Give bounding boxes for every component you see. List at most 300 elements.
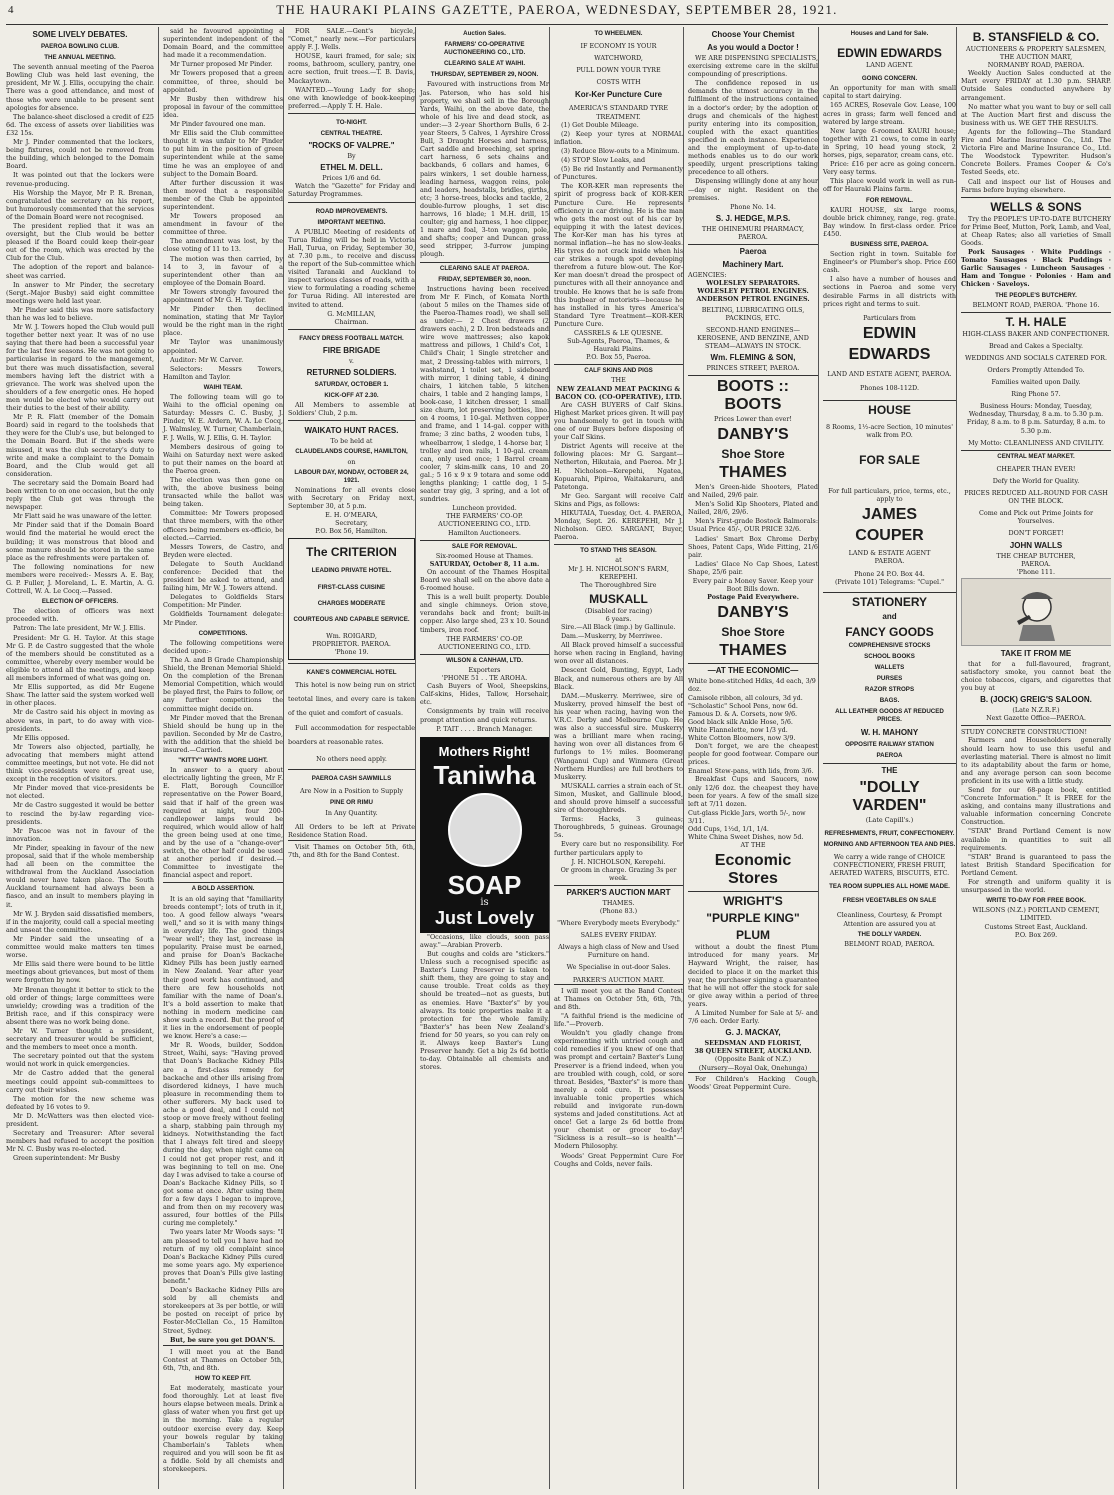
- ad-line: CHEAPER THAN EVER!: [996, 464, 1076, 473]
- paragraph: Mr Pinder favoured one man.: [170, 120, 266, 129]
- ad-line: Machinery Mart.: [722, 259, 784, 269]
- ad-line: Hamilton Auctioneers.: [448, 528, 521, 537]
- ad-line: (Late Capill's.): [865, 815, 914, 824]
- paragraph: Send for our 68-page book, entitled "Concrete Information." It is FREE for the asking, and contains many illustrations and valuable information concerning Concrete Construction.: [961, 786, 1111, 827]
- ad-line: WALLETS: [874, 663, 905, 671]
- hunt-races-ad: [288, 420, 415, 535]
- paragraph: Auditor: Mr W. Carver.: [170, 355, 244, 364]
- paragraph: Mr Pinder moved that the Brenan Shield should be hung up in the pavilion. Seconded by Mr de Castro, with the addition that the shield be insured.—Carried.: [163, 713, 283, 754]
- paragraph: Delegate to South Auckland conference: Decided that the president be asked to attend, and failing him, Mr W. J. Towers attend.: [163, 559, 283, 593]
- ad-line: T. H. HALE: [961, 312, 1111, 329]
- ad-line: RETURNED SOLDIERS.: [306, 368, 397, 377]
- ad-line: J. H. NICHOLSON, Kerepehi.: [571, 857, 666, 866]
- ad-line: PINE OR RIMU: [330, 799, 373, 807]
- paragraph: Cash Buyers of Wool, Sheepskins, Calf-skins, Hides, Tallow, Horsehair, etc.: [420, 682, 549, 707]
- ad-line: Next Gazette Office—PAEROA.: [986, 714, 1086, 723]
- paragraph: Price: £16 per acre as going concern. Very easy terms.: [823, 160, 956, 177]
- ad-line: BOOTS :: BOOTS: [688, 375, 818, 414]
- ad-line: Business Hours: Monday, Tuesday, Wednesday, Thursday, 8 a.m. to 5.30 p.m. Friday, 8 a.m. to 8 p.m. Saturday, 8 a.m. to 5.30 p.m.: [966, 402, 1106, 435]
- paragraph: The election was then gone on with, the above business being transacted while the ballot was being taken.: [163, 475, 283, 509]
- column-6-ads: [683, 27, 818, 1489]
- ad-line: HOUSE: [823, 400, 956, 417]
- ad-line: COMPREHENSIVE STOCKS: [848, 641, 931, 649]
- ad-line: LEADING PRIVATE HOTEL.: [311, 567, 392, 575]
- column-3-notices: [283, 27, 415, 1489]
- ad-line: CHARGES MODERATE: [317, 599, 386, 607]
- ad-line: SATURDAY, October 8, 11 a.m.: [429, 559, 540, 568]
- paragraph: Mr W. J. Towers hoped the Club would pull together better next year. It was of no use saying that there had been a successful year for the last few seasons. He was not going to particularise in regard to the management, but there was much dissatisfaction, several members having left the district with a grievance. The work was shelved upon the shoulders of a few energetic ones. He hoped men would be elected who would carry out their duties to the best of their ability.: [6, 323, 154, 413]
- ad-line: "ROCKS OF VALPRE.": [308, 141, 395, 151]
- ad-line: Cut-glass Pickle Jars, worth 5/-, now 3/11.: [688, 808, 806, 825]
- ad-line: The CRITERION: [306, 545, 397, 560]
- paragraph: Section right in town. Suitable for Engineer's or Plumber's shop. Price £60 cash.: [823, 250, 956, 275]
- ad-line: MORNING AND AFTERNOON TEA AND PIES.: [823, 840, 956, 848]
- ad-line: TO WHEELMEN.: [594, 30, 643, 37]
- ad-line: THE: [823, 763, 956, 776]
- paragraph: Doan's Backache Kidney Pills are sold by all chemists and storekeepers at 3s per bottle, or will be posted on receipt of price by Foster-McClellan Co., 15 Hamilton Street, Sydney.: [163, 1286, 283, 1335]
- paragraph: "Occasions, like clouds, soon pass away."—Arabian Proverb.: [420, 932, 549, 949]
- paragraph: Secretary and Treasurer: After several members had refused to accept the position Mr N. C. Busby was re-elected.: [6, 1129, 154, 1154]
- column-2-bowling-club-cont: [158, 27, 283, 1489]
- ad-line: E. H. O'MEARA,: [325, 511, 378, 520]
- ad-line: Every pair a Money Saver. Keep your Boot Bills down.: [692, 577, 814, 594]
- paragraph: Don't forget, we are the cheapest people for good footwear. Compare our prices.: [688, 742, 818, 767]
- paragraph: All Black proved himself a successful horse when racing in England, having won over all distances.: [554, 641, 683, 666]
- ad-line: Sub-Agents, Paeroa, Thames, & Hauraki Plains.: [567, 337, 670, 354]
- ad-line: LAND & ESTATE AGENT: [848, 549, 931, 558]
- paragraph: Mr Pinder said that if the Domain Board would find the material he would erect the building; it was monstrous that blood and some manure should be stored in the same place as the refreshments were partaken of.: [6, 521, 154, 562]
- ad-line: (Nursery—Royal Oak, Onehunga): [698, 1063, 808, 1072]
- paragraph: The seventh annual meeting of the Paeroa Bowling Club was held last evening, the president, Mr W. J. Ellis, occupying the chair. There was a good attendance, and most of those who were unable to be present sent apologies for absence.: [6, 63, 154, 112]
- paragraph: Messrs Towers, de Castro, and Bryden were elected.: [163, 542, 283, 559]
- paragraph: The secretary said the Domain Board had been written to on one occasion, but the only reply the Club got was through the newspaper.: [6, 478, 154, 512]
- ad-line: COURTEOUS AND CAPABLE SERVICE.: [293, 615, 410, 623]
- ad-line: HIGH-CLASS BAKER AND CONFECTIONER.: [962, 329, 1110, 338]
- classified-ad: HOUSE, kauri framed, for sale; six rooms, bathroom, scullery, pantry, one acre section, fruit trees.—T. B. Davis, Mackaytown.: [288, 52, 415, 85]
- ad-line: PRICES REDUCED ALL-ROUND FOR CASH ON THE BLOCK.: [964, 489, 1108, 506]
- ad-line: Phone No. 14.: [730, 202, 776, 211]
- paragraph: Agents for the following—The Standard Fire and Marine Insurance Co., Ltd. The Victoria Fire and Marine Insurance Co., Ltd. The Woodstock Typewriter. Hudson's Concrete Boilers. Frames Cooper & Co's Tested Seeds, etc.: [961, 127, 1111, 177]
- ad-line: P. TAIT . . . . Branch Manager.: [436, 724, 533, 733]
- ad-line: BUSINESS SITE, PAEROA.: [850, 240, 929, 248]
- paragraph: Men's Solid Kip Shooters, Plated and Nailed, 28/6, 29/6.: [688, 500, 818, 517]
- paragraph: Mr Pascoe was not in favour of the innovation.: [6, 826, 154, 843]
- ad-line: Shoe Store: [721, 625, 785, 640]
- ad-line: Wm. ROIGARD,: [326, 631, 377, 640]
- paragraph: The balance-sheet disclosed a credit of £25 6d. The excess of assets over liabilities was £32 15s.: [6, 112, 154, 137]
- ad-line: FIRE BRIGADE: [322, 345, 381, 355]
- article-headline: SOME LIVELY DEBATES.: [32, 30, 128, 39]
- paragraph: I will meet you at the Band Contest at Thames on October 5th, 6th, 7th, and 8th.: [554, 984, 683, 1011]
- ad-line: SEEDSMAN AND FLORIST,: [704, 1039, 802, 1048]
- ad-line: Full accommodation for respectable boarders at reasonable rates.: [288, 724, 415, 747]
- paragraph: The motion was then carried, by 14 to 3, in favour of a superintendent other than an employee of the Domain Board.: [163, 254, 283, 287]
- ad-line: at: [615, 556, 622, 565]
- paragraph: Mr Pinder said this was more satisfactory than he was led to believe.: [6, 305, 154, 322]
- ad-line: SATURDAY, OCTOBER 1.: [314, 381, 389, 388]
- ad-line: Bread and Cakes a Specialty.: [988, 341, 1084, 350]
- paragraph: Weekly Auction Sales conducted at the Mart every FRIDAY at 1.30 p.m. SHARP. Outside Sales conducted anywhere by arrangement.: [961, 69, 1111, 102]
- ad-line: FANCY GOODS: [845, 624, 934, 639]
- classified-ad: WANTED.—Young Lady for shop; one with knowledge of book-keeping preferred.—Apply T. H. Hale.: [288, 85, 415, 110]
- ad-line: JOHN WALLS: [1009, 540, 1063, 550]
- article-subhead: ELECTION OF OFFICERS.: [41, 598, 119, 606]
- ad-line: WRITE TO-DAY FOR FREE BOOK.: [986, 897, 1086, 905]
- paragraph: Mr P. R. Flatt (member of the Domain Board) said in regard to the toolsheds that they were for the Club's use, but belonged to the Domain Board. But if the sheds were misused, it was the club secretary's duty to write and make a complaint to the Domain Board, and the Club would get all consideration.: [6, 413, 154, 478]
- ad-line: WOLESLEY SEPARATORS.: [706, 279, 800, 288]
- pipe-smoker-icon: [1007, 585, 1067, 641]
- paragraph: District Agents will receive at the following places: Mr G. Sargant—Netherton, Hikutaia, and Paeroa. Mr J. H. Nicholson—Kerepehi, Ngatea, Kopuarahi, Pipiroa, Waitakaruru, and Patetonga.: [554, 442, 683, 491]
- ad-line: BELTING, LUBRICATING OILS, PACKINGS, ETC.: [701, 306, 805, 323]
- paragraph: Call and inspect our list of Houses and Farms before buying elsewhere.: [961, 177, 1111, 194]
- ad-line: DON'T FORGET!: [1008, 529, 1064, 538]
- ad-line: Luncheon provided.: [452, 504, 517, 513]
- ad-line: BAGS.: [879, 697, 900, 705]
- ad-line: SCHOOL BOOKS: [864, 652, 915, 660]
- ad-line: Prices Lower than ever!: [714, 414, 792, 423]
- ad-line: 6 years.: [605, 614, 632, 623]
- ad-line: EDWIN: [862, 324, 917, 342]
- paragraph: Are CASH BUYERS of Calf Skins. Highest Market prices given. It will pay you handsomely to get in touch with one of our Buyers before disposing of your Calf Skins.: [554, 400, 683, 442]
- ad-line: THE AUCTION MART,: [999, 53, 1073, 62]
- ad-line: EDWIN EDWARDS: [837, 46, 942, 61]
- ad-line: KEROSENE, AND BENZINE, AND STEAM—ALWAYS IN STOCK.: [697, 333, 809, 350]
- ad-line: CLEARING SALE AT WAIHI.: [443, 60, 526, 68]
- paragraph: Instructions having been received from Mr F. Finch, of Komata North (about 5 miles on the Thames side of the Paeroa-Thames road), we shall sell as under:— 2 Chest drawers (2 drawers each), 2 D. Iron bedsteads and wire wove mattresses; also kapok mattress and pillows, 1 Child's Cot, 1 Child's Chair, 1 Single stretcher and mat, 2 Dressing-tables with mirrors, 1 washstand, 1 toilet set, 1 sideboard with mirror, 1 dining table, 4 dining chairs, 1 kitchen table, 5 kitchen chairs, 1 table and 2 hanging lamps, 1 book-case, 1 kitchen dresser, 1 small size churn, lot preserving bottles, lino. on 4 rooms, 1 10-gal. Methven copper and frame, and 1 14-gal. copper with frame; 3 zinc baths, 2 wooden tubs, 1 wheelbarrow, 1 sledge, 1 4-horse bar, 1 trolley and iron rails, 1 10-gal. cream can, only used once; 1 Barrel cream cooler, 7 skim-milk cans, 10 and 20 gal.; 5 16 x 9 x 9 totara and some odd lengths planking; 1 cattle dog, 1 5-seater tray gig, 3 spring, and a lot of sundries.: [420, 284, 549, 504]
- ad-line: THE FARMERS' CO-OP. AUCTIONEERING CO., LTD.: [438, 512, 531, 529]
- classified-ad: FOR SALE.—Gent's bicycle, "Comet," nearly new.—For particulars apply F. J. Wells.: [288, 27, 415, 52]
- ad-line: 'Phone 19.: [334, 647, 369, 656]
- paragraph: Goldfields Tournament delegate: Mr Pinder.: [163, 610, 283, 627]
- ad-line: Families waited upon Daily.: [991, 378, 1081, 387]
- ad-line: CLAUDELANDS COURSE, HAMILTON,: [295, 448, 408, 456]
- theatre-ad: [288, 113, 415, 199]
- paragraph: Mr Towers also objected, partially, he advocating that members might attend committee meetings, but not vote. He did not think vice-presidents were of great use, except in the reception of visitors.: [6, 742, 154, 784]
- ad-line: White Cotton Bloomers, now 3/9.: [688, 733, 796, 742]
- paragraph: "STAR" Brand Portland Cement is now available in quantities to suit all requirements.: [961, 827, 1111, 852]
- ad-line: Camisole ribbon, all colours, 3d yd.: [688, 693, 803, 702]
- ad-line: "DOLLY VARDEN": [852, 778, 927, 814]
- paragraph: The following team will go to Waihi to the official opening on Saturday: Messrs C. C. Busby, J. Pinder, W. E. Ardern, W. A. Le Cocq, J. Walmsley, W. Turner, Chamberlain, F. J. Wells, W. J. Ellis, G. H. Taylor.: [163, 393, 283, 442]
- paragraph: Visit Thames on October 5th, 6th, 7th, and 8th for the Band Contest.: [288, 840, 415, 859]
- paragraph: Dam.—Muskerry, by Merriwee.: [561, 632, 663, 641]
- ad-line: KICK-OFF AT 2.30.: [324, 392, 379, 400]
- ad-line: CALF SKINS AND PIGS: [554, 364, 683, 375]
- ad-line: S. J. HEDGE, M.P.S.: [715, 213, 791, 223]
- masthead-rule: [6, 24, 1108, 25]
- paragraph: Mr D. McWatters was then elected vice-president.: [6, 1111, 154, 1128]
- ad-line: ETHEL M. DELL.: [320, 163, 383, 173]
- article-subhead: "KITTY" WANTS MORE LIGHT.: [178, 757, 268, 765]
- paragraph: Breakfast Cups and Saucers, now only 12/6 doz. the cheapest they have been for years. A few of the small size left at 7/11 dozen.: [688, 775, 818, 808]
- paragraph: Mr Ellis supported, as did Mr Eugene Shaw. The latter said the system worked well in other places.: [6, 683, 154, 708]
- article-headline: A BOLD ASSERTION.: [163, 882, 283, 893]
- paragraph: Terms: Hacks, 3 guineas; Thoroughbreds, 5 guineas. Grounage 5s.: [554, 815, 683, 840]
- ad-line: LABOUR DAY, MONDAY, OCTOBER 24, 1921.: [294, 468, 409, 484]
- ad-line: B. (JOCK) GREIG'S SALOON.: [980, 695, 1092, 705]
- paragraph: Wouldn't you gladly change from experimenting with untried cough and cold remedies if you knew of one that was prompt and certain? Baxter's Lung Preserver is a friend indeed, when you are troubled with cough, cold, or sore throat. Besides, "Baxter's" is more than merely a cold cure. It possesses invaluable tonic properties which rebuild and invigorate run-down systems and jaded constitutions. Act at once! Get a large 2s 6d bottle from your chemist or grocer to-day! "Sickness is a result—so is health"—Modern Philosophy.: [554, 1029, 683, 1151]
- section-head: Auction Sales.: [463, 30, 506, 37]
- ad-line: CASSRELS & LE QUESNE.: [574, 329, 663, 337]
- ad-line: TO-NIGHT.: [336, 118, 367, 126]
- kanes-hotel-ad: [288, 663, 415, 763]
- ad-line: FANCY DRESS FOOTBALL MATCH.: [299, 334, 404, 342]
- paragraph: President: Mr G. H. Taylor. At this stage Mr G. P. de Castro suggested that the whole of the members should be constituted as a committee, whereby every member would be eligible to attend all the meetings, and keep all members informed of what was going on.: [6, 633, 154, 683]
- ad-line: SOAP: [447, 869, 522, 900]
- ad-line: Just Lovely: [434, 907, 535, 928]
- paragraph: Patron: The late president, Mr W. J. Ellis.: [13, 624, 146, 633]
- ad-line: PLUM: [736, 928, 770, 943]
- football-ad: [288, 329, 415, 418]
- ad-line: STUDY CONCRETE CONSTRUCTION!: [961, 725, 1111, 736]
- ad-line: FOR REMOVAL.: [866, 196, 913, 204]
- ad-line: THE PEOPLE'S BUTCHERY.: [995, 291, 1077, 299]
- ad-line: PULL DOWN YOUR TYRE: [576, 66, 661, 75]
- ad-line: Mr J. H. NICHOLSON'S FARM, KEREPEHI.: [568, 564, 669, 581]
- ad-line: Taniwha: [433, 759, 536, 790]
- paragraph: that for a full-flavoured, fragrant, satisfactory smoke, you cannot beat the choice tobaccos, cigars, and cigarettes that you buy at: [961, 659, 1111, 693]
- article-subhead: COMPETITIONS.: [198, 629, 248, 637]
- ad-line: JAMES: [861, 506, 918, 524]
- ad-line: WOLESLEY PETROL ENGINES.: [697, 287, 809, 296]
- paragraph: "STAR" Brand is guaranteed to pass the latest British Standard Specification for Portland Cement.: [961, 852, 1111, 877]
- paragraph: Mr Ellis opposed.: [13, 733, 70, 742]
- paragraph: Every care but no responsibility. For further particulars apply to: [554, 840, 683, 857]
- ad-line: Secretary,: [335, 519, 368, 528]
- ad-line: All Orders to be left at Private Residence Station Road.: [288, 822, 415, 839]
- ad-line: ANDERSON PETROL ENGINES.: [696, 295, 810, 304]
- paragraph: I also have a number of houses and sections in Paeroa and some very desirable Farms in all districts with prices right and terms to suit.: [823, 275, 956, 308]
- ad-line: THE CHEAP BUTCHER,: [996, 551, 1076, 560]
- paragraph: Mr Taylor was unanimously appointed.: [163, 338, 283, 355]
- ad-line: COUPER: [855, 527, 924, 545]
- paragraph: Mr W. J. Bryden said dissatisfied members, if in the majority, could call a special meeting and unseat the committee.: [6, 909, 154, 934]
- ad-line: NORMANBY ROAD, PAEROA.: [987, 61, 1085, 70]
- ad-line: —AT THE ECONOMIC—: [688, 663, 818, 676]
- paragraph: The following competitions were decided upon:-: [163, 638, 283, 655]
- ad-line: Phones 108-112D.: [860, 383, 919, 392]
- smoker-illustration: [961, 578, 1111, 646]
- ad-line: Come and Pick out Prime Joints for Yourselves.: [978, 509, 1094, 526]
- ad-line: As you would a Doctor !: [707, 43, 799, 52]
- column-8-ads: [956, 27, 1111, 1489]
- ad-line: FOR SALE: [859, 453, 920, 468]
- ad-line: (Phone 83.): [599, 907, 638, 915]
- ad-line: Or groom in charge. Grazing 3s per week.: [560, 865, 677, 882]
- paragraph: DAM.—Muskerry. Merriwee, sire of Muskerry, proved himself the best of his year when racing, having won the V.R.C. Derby and Melbourne Cup. He was also a successful sire. Muskerry was a brilliant mare when racing, having won over all distances from 6 furlongs to 1½ miles. Boomerang (Wanganui Cup) and Winmera (Great Northern Hurdles) are full brothers to Muskerry.: [554, 691, 683, 781]
- paragraph: Consignments by train will receive prompt attention and quick returns.: [420, 707, 549, 724]
- ad-line: Odd Cups, 1½d, 1/1, 1/4.: [688, 825, 769, 833]
- paragraph: Try the PEOPLE'S UP-TO-DATE BUTCHERY for Prime Beef, Mutton, Pork, Lamb, and Veal, at Cheap Rates; also all varieties of Small Goods.: [961, 214, 1111, 247]
- ad-line: WEDDINGS AND SOCIALS CATERED FOR.: [964, 353, 1107, 362]
- paragraph: An opportunity for man with small capital to start dairying.: [823, 84, 956, 101]
- ad-line: Watch the "Gazette" for Friday and Saturday Programmes.: [288, 182, 415, 199]
- ad-line: Shoe Store: [721, 447, 785, 461]
- masthead-title: THE HAURAKI PLAINS GAZETTE, PAEROA, WEDNESDAY, SEPTEMBER 28, 1921.: [276, 2, 838, 17]
- paragraph: No matter what you want to buy or sell call at The Auction Mart first and discuss the business with us. WE GET THE RESULTS.: [961, 102, 1111, 127]
- paragraph: The amendment was lost, by the close voting of 11 to 13.: [163, 237, 283, 254]
- criterion-hotel-ad: [288, 538, 415, 660]
- ad-line: TO STAND THIS SEASON.: [554, 544, 683, 555]
- ad-line: To be held at: [330, 437, 373, 446]
- ad-line: Wm. FLEMING & SON,: [710, 352, 796, 362]
- ad-line: Postage Paid Everywhere.: [707, 593, 799, 602]
- ad-line: KANE'S COMMERCIAL HOTEL: [306, 669, 397, 677]
- paragraph: (3) Reduce Blow-outs to a Minimum.: [561, 146, 680, 155]
- ad-line: OPPOSITE RAILWAY STATION: [845, 740, 934, 748]
- ad-line: Six-roomed House at Thames.: [435, 551, 534, 560]
- ad-line: PARKER'S AUCTION MART: [554, 885, 683, 898]
- paragraph: On account of the Thames Hospital Board we shall sell on the above date a 6-roomed house.: [420, 567, 549, 593]
- ad-line: Ring Phone 57.: [1011, 390, 1061, 399]
- paragraph: Mr Ellis said there were bound to be little meetings about grievances, but most of them were forgotten by now.: [6, 960, 154, 985]
- paragraph: Selectors: Messrs Towers, Hamilton and Taylor.: [163, 364, 283, 381]
- paragraph: Men's Green-hide Shooters, Plated and Nailed, 29/6 pair.: [688, 483, 818, 500]
- ad-line: My Motto: CLEANLINESS AND CIVILITY.: [968, 438, 1104, 447]
- ad-line: CENTRAL MEAT MARKET.: [961, 450, 1111, 461]
- paragraph: Descent Gold, Bunting, Egypt, Lady Black, and numerous others are by All Black.: [554, 666, 683, 691]
- paragraph: Two years later Mr Woods says: "I am pleased to tell you I have had no return of my old complaint since Doan's Backache Kidney Pills cured me some years ago. My experience proves that Doan's Pills give lasting benefit.": [163, 1228, 283, 1285]
- ad-line: We carry a wide range of CHOICE CONFECTIONERY, FRESH FRUIT, AERATED WATERS, BISCUITS, ETC.: [829, 852, 950, 878]
- ad-line: No others need apply.: [316, 755, 387, 764]
- ad-line: COSTS WITH: [596, 78, 641, 87]
- ad-line: This hotel is now being run on strict teetotal lines, and every care is taken of the quiet and comfort of casuals.: [288, 681, 415, 718]
- ad-line: WELLS & SONS: [961, 197, 1111, 214]
- paragraph: Mr de Castro suggested it would be better to rescind the by-law regarding vice-presidents.: [6, 801, 154, 826]
- paragraph: But, be sure you get DOAN'S.: [170, 1335, 276, 1344]
- ad-line: CLEARING SALE AT PAEROA.: [420, 262, 549, 273]
- taniwha-soap-ad: [420, 737, 549, 933]
- ad-line: PAEROA.: [874, 557, 905, 566]
- ad-line: Famous D. & A. Corsets, now 9/6.: [688, 709, 798, 718]
- ad-line: THE OHINEMURI PHARMACY, PAEROA.: [701, 224, 805, 241]
- ad-line: Enamel Stew-pans, with lids, from 3/6.: [688, 767, 814, 776]
- paragraph: (2) Keep your tyres at NORMAL inflation.: [554, 129, 683, 146]
- ad-line: SECOND-HAND ENGINES—: [705, 325, 800, 334]
- ad-line: Good black silk Ankle Hose, 5/6.: [688, 717, 793, 726]
- ad-line: We Specialise in out-door Sales.: [566, 963, 671, 972]
- ad-line: IMPORTANT MEETING.: [317, 218, 386, 226]
- ad-line: 8 Rooms, 1½-acre Section, 10 minutes' walk from P.O.: [826, 423, 953, 440]
- ad-line: LAND AND ESTATE AGENT, PAEROA.: [827, 369, 952, 378]
- paragraph: (5) Be rid Instantly and Permanently of Punctures.: [554, 165, 683, 182]
- ad-line: SALE FOR REMOVAL.: [420, 540, 549, 551]
- paragraph: The motion for the new scheme was defeated by 16 votes to 9.: [6, 1094, 154, 1111]
- ad-line: Particulars from: [863, 313, 916, 322]
- paragraph: Mr Flatt said he was unaware of the letter.: [13, 512, 152, 521]
- ad-line: THAMES.: [602, 898, 635, 907]
- ad-line: 'Phone 111.: [1016, 567, 1056, 576]
- paragraph: Eat moderately, masticate your food thoroughly. Let at least five hours elapse between meals. Drink a glass of water when you first get up in the morning. Take a regular outdoor exercise every day. Keep your bowels regular by taking Chamberlain's Tablets when required and you will soon be fit as a fiddle. Sold by all chemists and storekeepers.: [163, 1384, 283, 1474]
- paragraph: For Children's Hacking Cough, Woods' Great Peppermint Cure.: [688, 1072, 818, 1091]
- ad-line: By: [347, 152, 356, 161]
- paragraph: But coughs and colds are "stickers." Unless such a recognised specific as Baxter's Lung Preserver is taken to shift them, they are going to stay and cause trouble. Treat colds as they should be treated—not as guests, but as enemies. Have "Baxter's" by you always. Its tonic properties make it a protection for the whole family. "Baxter's" has been New Zealand's friend for 50 years, so you can rely on it. Always keep Baxter's Lung Preserver handy. Get a big 2s 6d bottle to-day. Obtainable all chemists and stores.: [420, 949, 549, 1072]
- ad-line: GOING CONCERN.: [861, 75, 918, 83]
- paragraph: The secretary pointed out that the system would not work in quick emergencies.: [6, 1052, 154, 1069]
- paragraph: without a doubt the finest Plum introduced for many years. Mr Hayward Wright, the raiser, has decided to place it on the market this year, the purchaser signing a guarantee that he will not offer the stock for sale or give away within a period of three years.: [688, 943, 818, 1008]
- paragraph: Mr J. Pinder commented that the lockers, being fixtures, could not be removed from the building, which belonged to the Domain Board.: [6, 138, 154, 171]
- paragraph: It was pointed out that the lockers were revenue-producing.: [6, 171, 154, 188]
- paragraph: The following nominations for new members were received:- Messrs A. E. Bay, G. P. Fuller, J. Moreland, L. E. Martin, A. G. Cottrell, W. A. Le Cocq.—Passed.: [6, 562, 154, 596]
- paragraph: KAURI HOUSE, six large rooms, double brick chimney, range, reg. grate. Bay window. In first-class order. Price £450.: [823, 205, 956, 238]
- paragraph: Members desirous of going to Waihi on Saturday next were asked to put their names on the board at the Paeroa green.: [163, 442, 283, 475]
- paragraph: In answer to Mr Pinder, the secretary (Sergt.-Major Busby) said eight committee meetings were held last year.: [6, 280, 154, 305]
- ad-line: PAEROA: [876, 751, 903, 759]
- ad-line: REFRESHMENTS, FRUIT, CONFECTIONERY.: [824, 829, 955, 837]
- paragraph: Green superintendent: Mr Busby: [13, 1154, 120, 1163]
- ad-line: In Any Quantity.: [325, 808, 378, 817]
- ad-line: SALES EVERY FRIDAY.: [580, 931, 657, 940]
- ad-line: P.O. Box 56, Hamilton.: [315, 527, 388, 536]
- ad-line: Mothers Right!: [438, 743, 531, 759]
- ad-line: Economic Stores: [714, 852, 792, 888]
- paragraph: Mr Towers proposed an amendment in favour of the committee of three.: [163, 212, 283, 237]
- ad-line: LAND AGENT.: [866, 61, 913, 70]
- ad-line: (Late N.Z.R.F.): [1012, 706, 1060, 715]
- paragraph: The KOR-KER man represents the spirit of progress back of KOR-KER Puncture Cure. He represents efficiency in car driving. He is the man who gets the most out of his car by equipping it with the latest devices. The Kor-Ker man has his tyres at normal inflation—he has no slow-leaks. His tyres do not crack inside when his car strikes a rough spot developing therefrom a future blow-out. The Kor-Ker man doesn't dread the prospect of punctures with all their annoyance and trouble. He knows that he is safe from this bugbear of motorists—because he has installed in his tyres America's Standard Tyre Treatment—KOR-KER Puncture Cure.: [554, 182, 683, 328]
- ad-line: Prices 1/6 and 6d.: [322, 174, 381, 183]
- paragraph: The adoption of the report and balance-sheet was carried.: [6, 263, 154, 280]
- ad-line: THE: [611, 376, 626, 385]
- paragraph: Dispensing willingly done at any hour—day or night. Resident on the premises.: [688, 177, 818, 202]
- column-4-auctions: [415, 27, 549, 1489]
- ad-line: WRIGHT'S: [688, 891, 818, 908]
- paragraph: "A faithful friend is the medicine of life."—Proverb.: [554, 1011, 683, 1029]
- paragraph: HIKUTAIA, Tuesday, Oct. 4. PAEROA, Monday, Sept. 26. KEREPEHI, Mr J. Nicholson. GEO. SARGANT, Buyer, Paeroa.: [554, 508, 683, 542]
- ad-line: TEA ROOM SUPPLIES ALL HOME MADE.: [829, 883, 950, 891]
- ad-line: PURSES: [876, 675, 903, 683]
- paragraph: Ladies' Smart Box Chrome Derby Shoes, Patent Caps, Wide Fitting, 21/6 pair.: [688, 534, 818, 559]
- ad-line: Kor-Ker Puncture Cure: [574, 90, 663, 100]
- ad-line: PRINCES STREET, PAEROA.: [706, 363, 800, 372]
- ad-line: The Thoroughbred Sire: [580, 580, 657, 589]
- ad-line: Chairman.: [334, 317, 369, 326]
- paragraph: (4) STOP Slow Leaks, and: [561, 156, 646, 165]
- ad-line: Choose Your Chemist: [711, 30, 795, 39]
- ad-line: Always a high class of New and Used Furniture on hand.: [558, 943, 679, 960]
- mascot-face-icon: [448, 793, 522, 867]
- article-subhead: WAIHI TEAM.: [203, 383, 243, 391]
- ad-line: 38 QUEEN STREET, AUCKLAND.: [694, 1047, 812, 1056]
- paragraph: WE ARE DISPENSING SPECIALISTS, exercising extreme care in the skilful compounding of prescriptions.: [688, 54, 818, 79]
- ad-line: THURSDAY, SEPTEMBER 29, NOON.: [430, 71, 539, 79]
- paragraph: It is an old saying that "familiarity breeds contempt"; lots of truth in it, too. A good fellow always "wears well," and so it is with many things in everyday life. The good things "wear well"; they last, increase in popularity. Praise must be earned, and praise for Doan's Backache Kidney Pills has been justly earned in New Zealand. Year after year their good work has continued, and there are few households not familiar with the name of Doan's. It's a bold assertion to make that nothing in modern medicine can show such a record. But the proof of it lies in the endorsement of people we know. Here's a case:—: [163, 894, 283, 1041]
- ad-line: NEW ZEALAND MEAT PACKING & BACON CO. (CO-OPERATIVE), LTD.: [555, 384, 682, 401]
- ad-line: G. J. MACKAY,: [725, 1028, 781, 1038]
- ad-line: Cleanliness, Courtesy, & Prompt Attention are assured you at: [836, 911, 943, 928]
- ad-line: FRESH VEGETABLES ON SALE: [842, 897, 937, 905]
- masthead: [0, 0, 1114, 20]
- ad-line: Phone 24 P.O. Box 44.: [854, 569, 925, 578]
- paragraph: Mr Brenan thought it better to stick to the old order of things; large committees were unwieldy; crowding was a tradition of the British race, and if this conspiracy were absent there was no work being done.: [6, 985, 154, 1026]
- paragraph: Mr Pinder then declined nomination, stating that Mr Taylor would be the right man in the right place.: [163, 305, 283, 338]
- ad-line: A PUBLIC Meeting of residents of Turua Riding will be held in Victoria Hall, Turua, on Friday, September 30, at 7.30 p.m., to receive and discuss the report of the Sub-committee which visited Taranaki and Auckland to inspect various classes of roads, with a view to formulating a roading scheme for Turua Riding. All interested are invited to attend.: [288, 227, 415, 309]
- paragraph: His Worship the Mayor, Mr P. R. Brenan, congratulated the secretary on his report, but humorously commented that the services of the Domain Board were not recognised.: [6, 188, 154, 221]
- ad-line: Customs Street East, Auckland.: [984, 922, 1088, 931]
- ad-line: Are Now in a Position to Supply: [299, 787, 404, 796]
- ad-line: MUSKALL: [589, 591, 648, 606]
- ad-line: P.O. Box 269.: [1014, 930, 1058, 939]
- ad-line: BELMONT ROAD, PAEROA. 'Phone 16.: [972, 300, 1100, 309]
- article-subhead: PAEROA BOWLING CLUB.: [40, 43, 120, 50]
- ad-line: THAMES: [719, 642, 787, 660]
- ad-line: G. McMILLAN,: [327, 309, 376, 318]
- ad-line: FARMERS' CO-OPERATIVE AUCTIONEERING CO., LTD.: [443, 41, 526, 57]
- page-number: 4: [8, 4, 15, 16]
- paragraph: The election of officers was next proceeded with.: [6, 607, 154, 624]
- ad-line: AT THE: [740, 841, 766, 850]
- ad-line: Nominations for all events close with Secretary on Friday next, September 30, at 5 p.m.: [288, 485, 415, 511]
